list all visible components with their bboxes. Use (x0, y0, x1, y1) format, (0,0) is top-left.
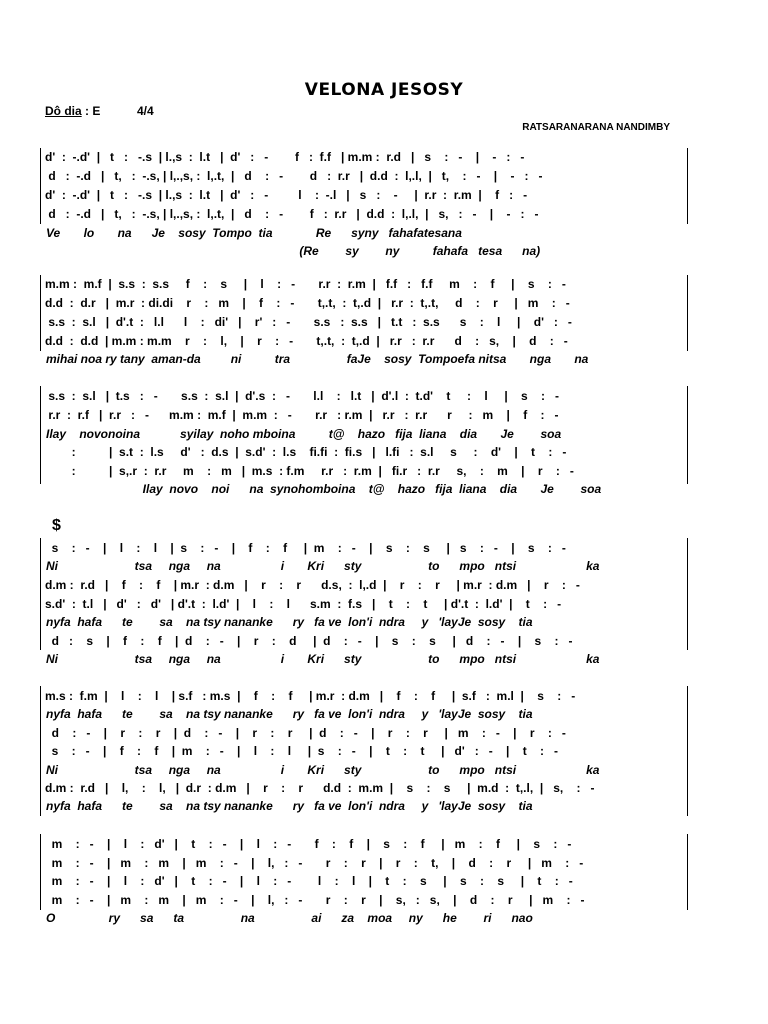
lyric-line: Ilay novo noi na synohomboina t@ hazo fija liana dia Je soa (46, 482, 602, 496)
note-line: m.s : f.m | l : l | s.f : m.s | f : f | m.r : d.m | f : f | s.f : m.l | s : - (45, 689, 576, 703)
key-label: Dô dia (45, 104, 82, 118)
note-line: m : - | l : d' | t : - | l : - l : l | t : s | s : s | t : - (45, 874, 573, 888)
note-line: s.d' : t.l | d' : d' | d'.t : l.d' | l : l s.m : f.s | t : t | d'.t : l.d' | t : - (45, 597, 562, 611)
lyric-line: Ve lo na Je sosy Tompo tia Re syny fahafatesana (46, 226, 462, 240)
composer: RATSARANARANA NANDIMBY (522, 122, 670, 133)
lyric-line: (Re sy ny fahafa tesa na) (46, 244, 541, 258)
note-line: s : - | l : l | s : - | f : f | m : - | s : s | s : - | s : - (45, 541, 566, 555)
note-line: d' : -.d' | t : -.s | l.,s : l.t | d' : - l : -.l | s : - | r.r : r.m | f : - (45, 188, 528, 202)
system-bar (40, 148, 41, 224)
system-bar (40, 275, 41, 351)
lyric-line: nyfa hafa te sa na tsy nananke ry fa ve lon'i ndra y 'layJe sosy tia (46, 799, 533, 813)
note-line: m : - | l : d' | t : - | l : - f : f | s : f | m : f | s : - (45, 837, 572, 851)
song-title: VELONA JESOSY (304, 80, 464, 100)
system-bar (40, 686, 41, 816)
system-bar (687, 386, 688, 484)
note-line: d.m : r.d | f : f | m.r : d.m | r : r d.s, : l,.d | r : r | m.r : d.m | r : - (45, 578, 580, 592)
key-value: : E (81, 104, 101, 118)
system-bar (687, 148, 688, 224)
lyric-line: Ni tsa nga na i Kri sty to mpo ntsi ka (46, 559, 600, 573)
system-bar (687, 834, 688, 910)
time-signature: 4/4 (137, 104, 154, 118)
system-bar (40, 834, 41, 910)
system-bar (687, 275, 688, 351)
note-line: r.r : r.f | r.r : - m.m : m.f | m.m : - r.r : r.m | r.r : r.r r : m | f : - (45, 408, 559, 422)
note-line: d' : -.d' | t : -.s | l.,s : l.t | d' : - f : f.f | m.m : r.d | s : - | - : - (45, 150, 525, 164)
lyric-line: Ilay novonoina syilay noho mboina t@ hazo fija liana dia Je soa (46, 427, 562, 441)
lyric-line: nyfa hafa te sa na tsy nananke ry fa ve lon'i ndra y 'layJe sosy tia (46, 615, 533, 629)
key-signature (45, 104, 100, 118)
note-line: d.m : r.d | l, : l, | d.r : d.m | r : r d.d : m.m | s : s | m.d : t,.l, | s, : - (45, 781, 595, 795)
note-line: s.s : s.l | t.s : - s.s : s.l | d'.s : - l.l : l.t | d'.l : t.d' t : l | s : - (45, 389, 560, 403)
note-line: m : - | m : m | m : - | l, : - r : r | r : t, | d : r | m : - (45, 856, 584, 870)
lyric-line: O ry sa ta na ai za moa ny he ri nao (46, 911, 533, 925)
note-line: : | s,.r : r.r m : m | m.s : f.m r.r : r.m | fi.r : r.r s, : m | r : - (45, 464, 574, 478)
note-line: d : - | r : r | d : - | r : r | d : - | r : r | m : - | r : - (45, 726, 566, 740)
note-line: d.d : d.r | m.r : di.di r : m | f : - t,.t, : t,.d | r.r : t,.t, d : r | m : - (45, 296, 570, 310)
lyric-line: nyfa hafa te sa na tsy nananke ry fa ve lon'i ndra y 'layJe sosy tia (46, 707, 533, 721)
note-line: m.m : m.f | s.s : s.s f : s | l : - r.r : r.m | f.f : f.f m : f | s : - (45, 277, 566, 291)
note-line: d : s | f : f | d : - | r : d | d : - | s : s | d : - | s : - (45, 634, 573, 648)
lyric-line: Ni tsa nga na i Kri sty to mpo ntsi ka (46, 652, 600, 666)
note-line: d : -.d | t, : -.s, | l,.,s, : l,.t, | d : - f : r.r | d.d : l,.l, | s, : - | - : - (45, 207, 539, 221)
note-line: s.s : s.l | d'.t : l.l l : di' | r' : - s.s : s.s | t.t : s.s s : l | d' : - (45, 315, 572, 329)
note-line: : | s.t : l.s d' : d.s | s.d' : l.s fi.fi : fi.s | l.fi : s.l s : d' | t : - (45, 445, 567, 459)
note-line: d.d : d.d | m.m : m.m r : l, | r : - t,.t, : t,.d | r.r : r.r d : s, | d : - (45, 334, 568, 348)
note-line: s : - | f : f | m : - | l : l | s : - | t : t | d' : - | t : - (45, 744, 559, 758)
system-bar (687, 538, 688, 650)
lyric-line: mihai noa ry tany aman-da ni tra faJe sosy Tompoefa nitsa nga na (46, 352, 589, 366)
system-bar (687, 686, 688, 816)
lyric-line: Ni tsa nga na i Kri sty to mpo ntsi ka (46, 763, 600, 777)
segno-sign: $ (52, 517, 61, 534)
system-bar (40, 538, 41, 650)
note-line: m : - | m : m | m : - | l, : - r : r | s, : s, | d : r | m : - (45, 893, 585, 907)
system-bar (40, 386, 41, 484)
note-line: d : -.d | t, : -.s, | l,.,s, : l,.t, | d : - d : r.r | d.d : l,.l, | t, : - | - : - (45, 169, 543, 183)
